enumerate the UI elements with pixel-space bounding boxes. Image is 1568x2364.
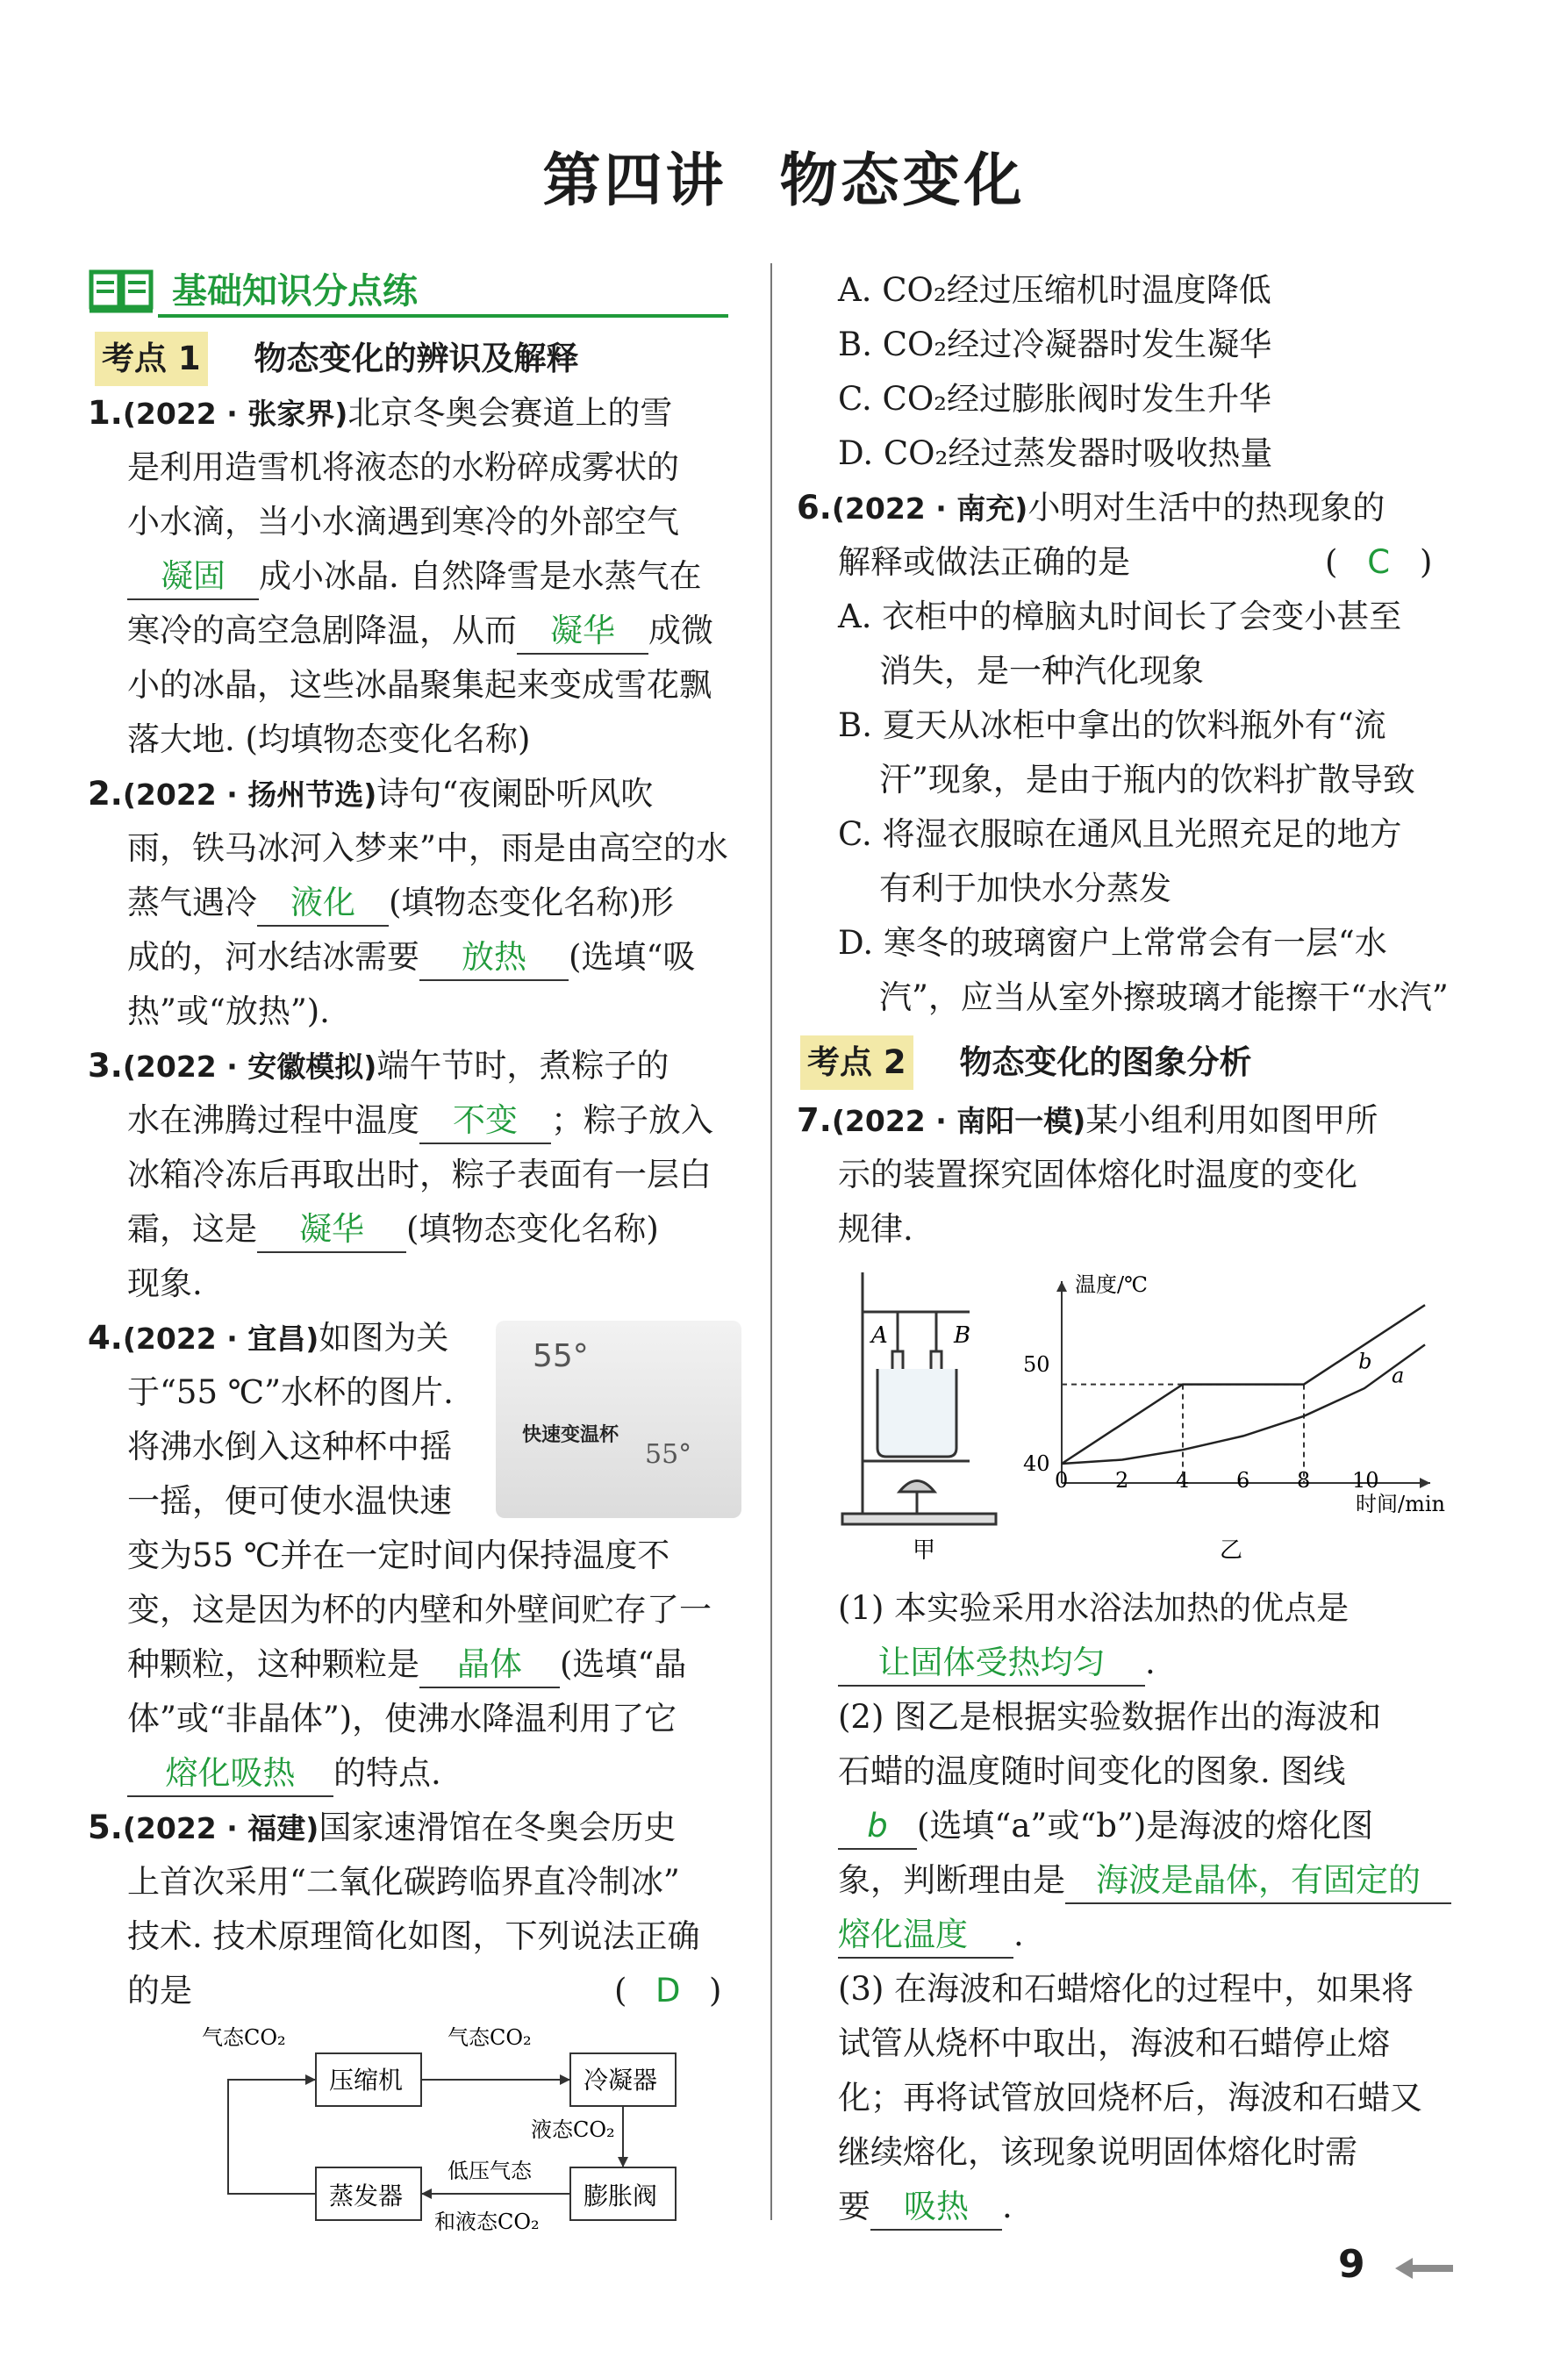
svg-text:B: B [954, 1322, 971, 1349]
x-axis-label: 时间/min [1356, 1492, 1445, 1516]
q3-answer-2: 凝华 [257, 1207, 406, 1253]
q6-option-b2: 汗”现象，是由于瓶内的饮料扩散导致 [879, 761, 1415, 799]
q4-line7: 种颗粒，这种颗粒是 晶体 (选填“晶 [127, 1637, 686, 1692]
svg-text:蒸发器: 蒸发器 [329, 2181, 404, 2210]
svg-text:压缩机: 压缩机 [329, 2066, 404, 2095]
q7-part2-e: 熔化温度 . [838, 1908, 1024, 1962]
arrow-left-icon [1395, 2255, 1457, 2282]
q4-line9: 熔化吸热 的特点. [127, 1746, 441, 1801]
q5-answer-bracket: ( D ) [614, 1972, 722, 2009]
svg-text:膨胀阀: 膨胀阀 [584, 2181, 658, 2210]
q5-option-c: C. CO₂经过膨胀阀时发生升华 [838, 380, 1271, 418]
svg-text:甲: 甲 [913, 1537, 936, 1562]
q6-line1: 6.(2022 · 南充)小明对生活中的热现象的 [797, 489, 1385, 527]
q7-part2-c: b (选填“a”或“b”)是海波的熔化图 [838, 1799, 1373, 1853]
svg-text:A: A [871, 1322, 888, 1349]
q6-line2: 解释或做法正确的是 [838, 543, 1130, 581]
q5-option-d: D. CO₂经过蒸发器时吸收热量 [838, 434, 1273, 472]
q3-answer-1: 不变 [419, 1099, 551, 1144]
q7-answer-3a: 海波是晶体，有固定的 [1065, 1859, 1451, 1904]
q3-line5: 现象. [127, 1264, 203, 1302]
svg-text:液态CO₂: 液态CO₂ [531, 2117, 615, 2142]
title-topic: 物态变化 [779, 147, 1026, 214]
q6-option-d1: D. 寒冬的玻璃窗户上常常会有一层“水 [838, 924, 1387, 962]
figure-b-label: 乙 [1220, 1537, 1243, 1562]
svg-text:气态CO₂: 气态CO₂ [447, 2025, 532, 2050]
q6-option-c1: C. 将湿衣服晾在通风且光照充足的地方 [838, 815, 1402, 853]
section-rule [158, 314, 728, 318]
svg-text:冷凝器: 冷凝器 [584, 2066, 658, 2095]
melting-chart [1018, 1264, 1474, 1562]
q2-line3: 蒸气遇冷 液化 (填物态变化名称)形 [127, 876, 674, 930]
q1-line3: 小水滴，当小水滴遇到寒冷的外部空气 [127, 503, 679, 541]
q7-line2: 示的装置探究固体熔化时温度的变化 [838, 1156, 1357, 1193]
q5-option-a: A. CO₂经过压缩机时温度降低 [838, 271, 1271, 309]
q1-line4: 凝固 成小冰晶. 自然降雪是水蒸气在 [127, 549, 702, 604]
column-divider [770, 263, 772, 2220]
q2-line5: 热”或“放热”). [127, 992, 330, 1030]
q6-option-a1: A. 衣柜中的樟脑丸时间长了会变小甚至 [838, 598, 1402, 635]
q4-line8: 体”或“非晶体”)，使沸水降温利用了它 [127, 1700, 677, 1737]
q6-option-b1: B. 夏天从冰柜中拿出的饮料瓶外有“流 [838, 706, 1386, 744]
title-lecture: 第四讲 [542, 147, 727, 214]
section-title: 基础知识分点练 [172, 271, 418, 312]
q7-part2-d: 象，判断理由是 海波是晶体，有固定的 [838, 1853, 1451, 1908]
section-header [88, 263, 737, 316]
series-label-b: b [1358, 1349, 1372, 1374]
q2-answer-2: 放热 [419, 935, 569, 981]
y-tick-label: 50 [1023, 1352, 1050, 1377]
series-label-a: a [1392, 1363, 1405, 1388]
q7-part3-b: 试管从烧杯中取出，海波和石蜡停止熔 [838, 2024, 1390, 2062]
co2-diagram [193, 2018, 684, 2233]
y-tick-label: 40 [1023, 1451, 1050, 1476]
q4-line5: 变为55 ℃并在一定时间内保持温度不 [127, 1537, 670, 1574]
q6-answer-bracket: ( C ) [1325, 543, 1433, 581]
q5-line4: 的是 [127, 1972, 192, 2009]
q1-line5: 寒冷的高空急剧降温，从而 凝华 成微 [127, 604, 713, 658]
q6-option-d2: 汽”，应当从室外擦玻璃才能擦干“水汽” [879, 978, 1449, 1016]
svg-text:低压气态: 低压气态 [447, 2159, 532, 2183]
q7-line1: 7.(2022 · 南阳一模)某小组利用如图甲所 [797, 1101, 1378, 1139]
q1-line2: 是利用造雪机将液态的水粉碎成雾状的 [127, 448, 679, 486]
q7-part1: (1) 本实验采用水浴法加热的优点是 [838, 1589, 1350, 1627]
q4-line1: 4.(2022 · 宜昌)如图为关 [88, 1319, 449, 1357]
q4-line2: 于“55 ℃”水杯的图片. [127, 1373, 454, 1411]
svg-text:气态CO₂: 气态CO₂ [202, 2025, 286, 2050]
q7-part2-a: (2) 图乙是根据实验数据作出的海波和 [838, 1698, 1382, 1736]
q7-part2-b: 石蜡的温度随时间变化的图象. 图线 [838, 1752, 1346, 1790]
q1-line6: 小的冰晶，这些冰晶聚集起来变成雪花飘 [127, 666, 712, 704]
q4-answer-1: 晶体 [419, 1643, 560, 1688]
q7-part3-d: 继续熔化，该现象说明固体熔化时需 [838, 2133, 1357, 2171]
q5-line2: 上首次采用“二氧化碳跨临界直冷制冰” [127, 1863, 680, 1901]
q1-answer-2: 凝华 [517, 609, 648, 655]
q7-part3-e: 要 吸热 . [838, 2180, 1013, 2234]
q5-line1: 5.(2022 · 福建)国家速滑馆在冬奥会历史 [88, 1809, 677, 1846]
q7-answer-3b: 熔化温度 [838, 1913, 1013, 1959]
q1-line7: 落大地. (均填物态变化名称) [127, 720, 531, 758]
y-axis-label: 温度/℃ [1075, 1272, 1148, 1297]
cup-image: 55° 快速变温杯 55° [496, 1321, 741, 1518]
q4-line3: 将沸水倒入这种杯中摇 [127, 1428, 452, 1465]
page-number: 9 [1338, 2242, 1365, 2287]
x-tick-label: 2 [1115, 1468, 1129, 1493]
q4-line6: 变，这是因为杯的内壁和外壁间贮存了一 [127, 1591, 712, 1629]
q7-answer-2: b [838, 1804, 917, 1850]
q4-answer-2: 熔化吸热 [127, 1752, 333, 1797]
page-title [0, 133, 1568, 217]
x-tick-label: 8 [1297, 1468, 1311, 1493]
q7-part1-answer-line: 让固体受热均匀 . [838, 1636, 1156, 1690]
x-tick-label: 6 [1236, 1468, 1250, 1493]
apparatus-figure [838, 1264, 1005, 1562]
q2-line4: 成的，河水结冰需要 放热 (选填“吸 [127, 930, 695, 985]
svg-text:和液态CO₂: 和液态CO₂ [434, 2210, 540, 2233]
q7-answer-4: 吸热 [870, 2185, 1002, 2231]
x-tick-label: 10 [1352, 1468, 1379, 1493]
q1-answer-1: 凝固 [127, 555, 259, 600]
kaodian-2: 考点 2 物态变化的图象分析 [800, 1035, 1252, 1090]
q7-line3: 规律. [838, 1210, 913, 1248]
q7-answer-1: 让固体受热均匀 [838, 1641, 1145, 1687]
q6-option-c2: 有利于加快水分蒸发 [879, 870, 1171, 907]
q6-option-a2: 消失，是一种汽化现象 [879, 652, 1204, 690]
q7-part3-c: 化；再将试管放回烧杯后，海波和石蜡又 [838, 2079, 1422, 2117]
q2-line1: 2.(2022 · 扬州节选)诗句“夜阑卧听风吹 [88, 775, 654, 813]
q2-answer-1: 液化 [257, 881, 389, 927]
q3-line1: 3.(2022 · 安徽模拟)端午节时，煮粽子的 [88, 1047, 669, 1085]
q3-line4: 霜，这是 凝华 (填物态变化名称) [127, 1202, 659, 1257]
q5-line3: 技术. 技术原理简化如图，下列说法正确 [127, 1917, 700, 1955]
q4-line4: 一摇，便可使水温快速 [127, 1482, 452, 1520]
q3-line2: 水在沸腾过程中温度 不变 ；粽子放入 [127, 1093, 713, 1148]
kaodian-1: 考点 1 物态变化的辨识及解释 [95, 332, 579, 386]
q7-part3-a: (3) 在海波和石蜡熔化的过程中，如果将 [838, 1970, 1414, 2008]
q5-option-b: B. CO₂经过冷凝器时发生凝华 [838, 326, 1272, 363]
q1-line1: 1.(2022 · 张家界)北京冬奥会赛道上的雪 [88, 394, 673, 432]
q3-line3: 冰箱冷冻后再取出时，粽子表面有一层白 [127, 1156, 712, 1193]
x-tick-label: 4 [1176, 1468, 1190, 1493]
x-tick-label: 0 [1055, 1468, 1069, 1493]
book-icon [88, 265, 158, 318]
q2-line2: 雨，铁马冰河入梦来”中，雨是由高空的水 [127, 829, 728, 867]
